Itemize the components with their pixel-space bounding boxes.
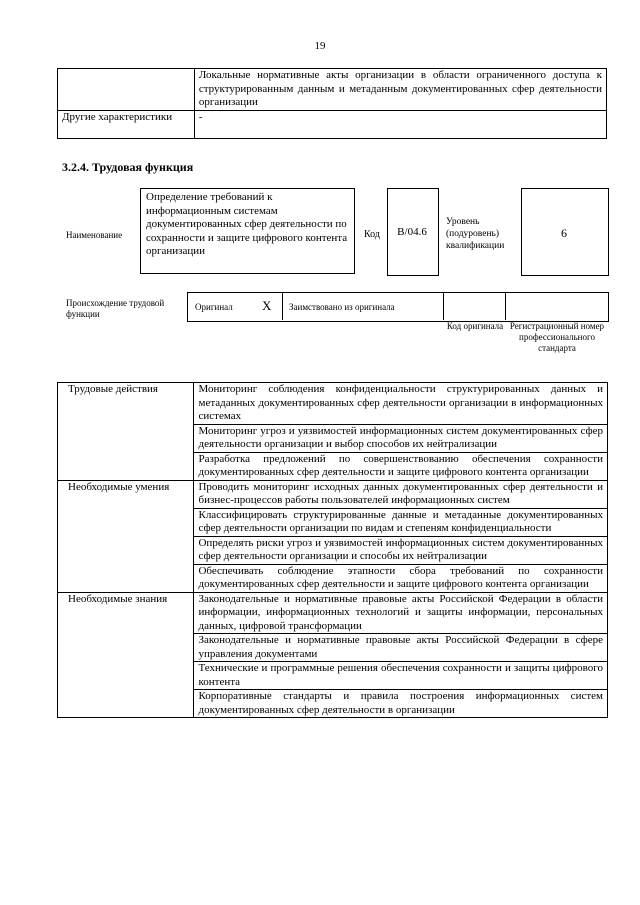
table-row	[58, 383, 608, 425]
code-label: Код	[364, 229, 380, 240]
list-item: Мониторинг угроз и уязвимостей информационных систем документированных сфер деятельности организации и выбор способов их нейтрализации	[194, 424, 608, 452]
table-row	[58, 110, 607, 138]
list-item: Законодательные и нормативные правовые акты Российской Федерации в сфере управления документами	[194, 634, 608, 662]
divider	[443, 292, 444, 320]
list-item: Классифицировать структурированные данные и метаданные документированных сфер деятельности организации по видам и степеням конфиденциальности	[194, 508, 608, 536]
origin-label: Происхождение трудовой функции	[66, 298, 165, 319]
list-item: Технические и программные решения обеспечения сохранности и защиты цифрового контента	[194, 662, 608, 690]
borrowed-label: Заимствовано из оригинала	[289, 302, 395, 312]
code-original-label: Код оригинала	[446, 321, 504, 331]
function-name: Определение требований к информационным системам документированных сфер деятельности по сохранности и защите цифрового контента организации	[140, 188, 355, 274]
level-value: 6	[561, 226, 567, 240]
table-row	[58, 69, 607, 111]
row-value: -	[194, 110, 606, 138]
group-label: Трудовые действия	[58, 383, 194, 481]
divider	[505, 292, 506, 320]
original-label: Оригинал	[195, 302, 233, 312]
list-item: Определять риски угроз и уязвимостей информационных систем документированных сфер деятельности организации и способы их нейтрализации	[194, 536, 608, 564]
list-item: Проводить мониторинг исходных данных документированных сфер деятельности и бизнес-процессов работы пользователей информационных систем	[194, 480, 608, 508]
code-value: В/04.6	[397, 226, 427, 238]
main-table	[57, 382, 608, 718]
table-row	[58, 592, 608, 634]
table-row	[58, 480, 608, 508]
page-number: 19	[314, 40, 326, 52]
section-title: 3.2.4. Трудовая функция	[62, 160, 194, 174]
original-mark: Х	[262, 298, 272, 313]
origin-box	[187, 292, 609, 322]
reg-number-label: Регистрационный номер профессионального стандарта	[509, 321, 605, 353]
list-item: Разработка предложений по совершенствованию обеспечения сохранности документированных сфер деятельности и защите цифрового контента организации	[194, 452, 608, 480]
divider	[282, 292, 283, 320]
list-item: Корпоративные стандарты и правила построения информационных систем документированных сфер деятельности в организации	[194, 690, 608, 718]
group-label: Необходимые знания	[58, 592, 194, 718]
list-item: Обеспечивать соблюдение этапности сбора требований по сохранности документированных сфер деятельности и защите цифрового контента организации	[194, 564, 608, 592]
name-label: Наименование	[66, 230, 123, 240]
top-table	[57, 68, 607, 139]
row-label: Другие характеристики	[58, 110, 195, 138]
level-label: Уровень (подуровень) квалификации	[446, 217, 505, 251]
list-item: Мониторинг соблюдения конфиденциальности структурированных данных и метаданных документированных сфер деятельности организации в информационных системах	[194, 383, 608, 425]
list-item: Законодательные и нормативные правовые акты Российской Федерации в области информации, информационных технологий и защиты информации, персональных данных, цифровой трансформации	[194, 592, 608, 634]
row-value: Локальные нормативные акты организации в области ограниченного доступа к структурированным данным и метаданным документированных сфер деятельности организации	[194, 69, 606, 111]
group-label: Необходимые умения	[58, 480, 194, 592]
row-label	[58, 69, 195, 111]
